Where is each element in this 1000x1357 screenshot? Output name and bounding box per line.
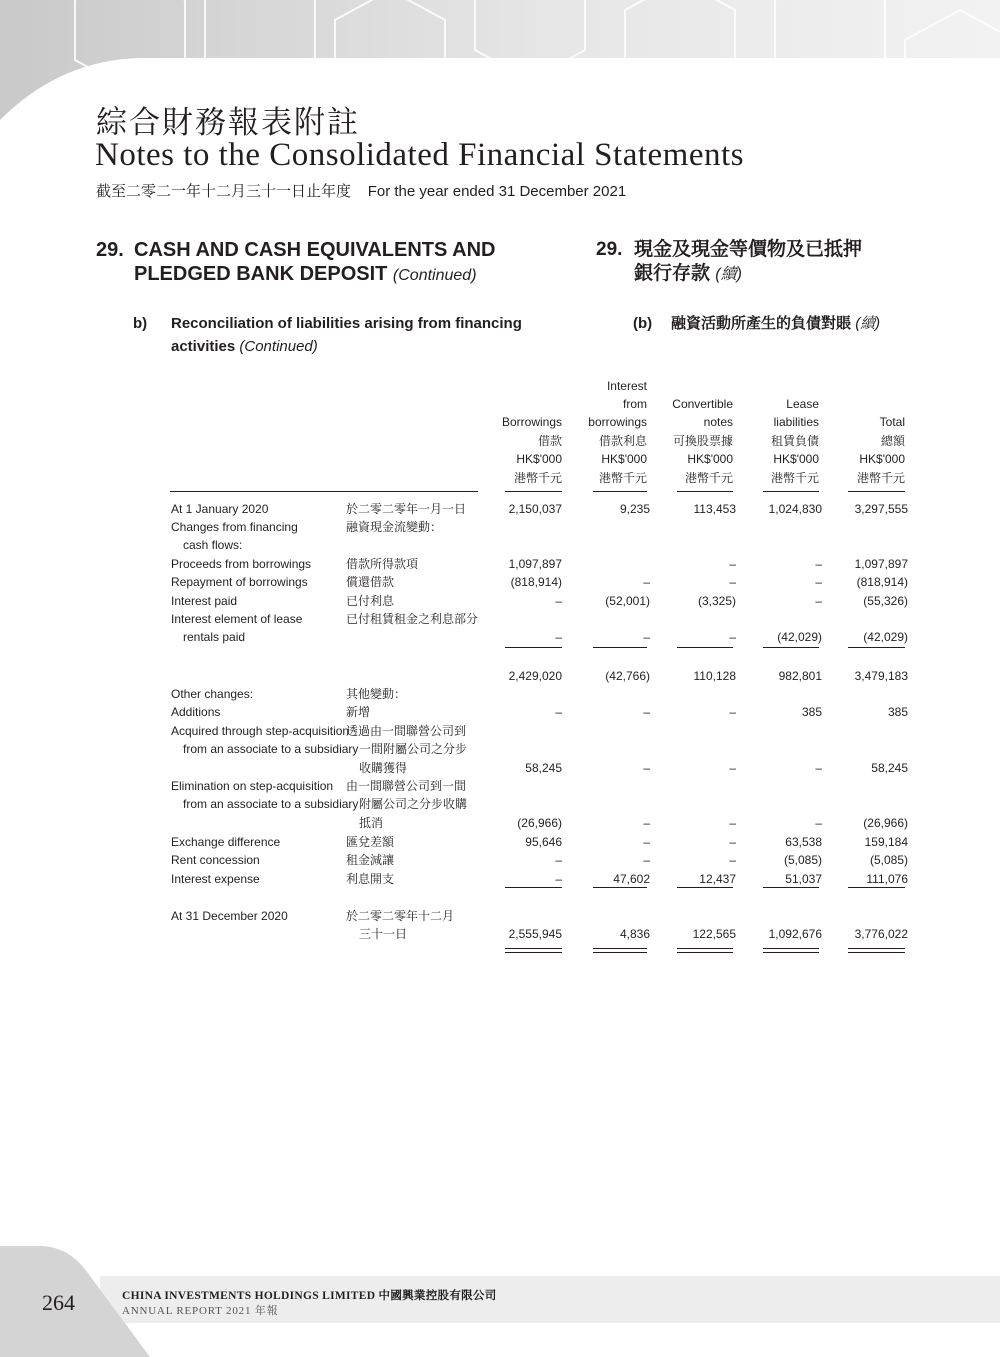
- row-label-en: Rent concession: [171, 853, 260, 867]
- row-label-en: Changes from financing: [171, 520, 298, 534]
- table-cell: 113,453: [693, 502, 736, 516]
- row-label-cn: 租金減讓: [346, 853, 395, 867]
- table-cell: 111,076: [866, 872, 908, 886]
- row-label-en: from an associate to a subsidiary: [183, 797, 359, 812]
- column-header-line: 港幣千元: [856, 470, 905, 485]
- page-title-chinese: 綜合財務報表附註: [96, 105, 360, 141]
- table-cell: –: [815, 594, 822, 608]
- row-label-en: Repayment of borrowings: [171, 575, 308, 589]
- column-header-line: from: [623, 397, 647, 411]
- column-header-line: borrowings: [588, 415, 647, 430]
- row-label-cn: 利息開支: [346, 872, 395, 886]
- subtotal-rule: [848, 647, 905, 648]
- row-label-cn: 於二零二零年一月一日: [346, 502, 467, 516]
- column-header-line: liabilities: [773, 415, 819, 430]
- table-cell: –: [729, 815, 736, 830]
- table-cell: –: [643, 815, 650, 830]
- table-cell: 51,037: [785, 872, 822, 886]
- row-label-cn: 由一間聯營公司到一間: [346, 779, 467, 793]
- table-cell: (42,029): [863, 630, 908, 645]
- column-header-line: 總額: [880, 433, 905, 448]
- row-label-cn: 新增: [346, 705, 371, 719]
- table-cell: (55,326): [863, 594, 908, 608]
- table-cell: (3,325): [697, 594, 736, 608]
- row-label-en: At 31 December 2020: [171, 909, 288, 923]
- table-cell: 385: [887, 705, 908, 719]
- row-label-en: Interest paid: [171, 594, 238, 608]
- row-label-cn: 抵消: [359, 815, 384, 830]
- table-cell: 1,097,897: [508, 557, 562, 571]
- row-label-en: Interest element of lease: [171, 612, 303, 626]
- header-rule: [505, 491, 562, 492]
- row-label-cn: 於二零二零年十二月: [346, 909, 455, 923]
- subsection-title-line-1: Reconciliation of liabilities arising from financing: [171, 315, 522, 332]
- subtotal-rule: [593, 647, 647, 648]
- table-cell: 47,602: [613, 872, 650, 886]
- table-cell: 4,836: [619, 927, 650, 942]
- table-cell: 3,776,022: [854, 927, 908, 942]
- total-rule: [505, 952, 562, 953]
- row-label-cn: 借款所得款項: [346, 557, 419, 571]
- column-header-line: Lease: [786, 397, 819, 411]
- row-label-en: Exchange difference: [171, 835, 281, 849]
- table-cell: (26,966): [863, 815, 908, 830]
- row-label-en: cash flows:: [183, 538, 243, 553]
- section-title-cn-line-2: 銀行存款: [634, 263, 711, 284]
- table-cell: –: [729, 835, 736, 849]
- subsection-label: b): [133, 315, 148, 332]
- table-cell: 12,437: [699, 872, 736, 886]
- row-label-cn: 償還借款: [346, 575, 395, 589]
- table-cell: –: [729, 705, 736, 719]
- table-cell: –: [643, 760, 650, 775]
- table-cell: 110,128: [693, 669, 736, 683]
- column-header-line: HK$'000: [687, 452, 733, 467]
- subtotal-rule: [677, 647, 733, 648]
- section-heading-chinese: [596, 238, 862, 287]
- subsection-title-line-2: activities: [171, 338, 236, 355]
- row-label-cn: 其他變動：: [346, 687, 407, 701]
- section-heading-english: [96, 238, 496, 288]
- total-rule: [763, 948, 819, 949]
- header-rule: [170, 491, 478, 492]
- table-cell: –: [643, 630, 650, 645]
- column-header-line: Total: [879, 415, 905, 430]
- table-cell: 385: [801, 705, 822, 719]
- subtotal-rule: [763, 887, 819, 888]
- total-rule: [763, 952, 819, 953]
- table-cell: (5,085): [869, 853, 908, 867]
- row-label-cn: 融資現金流變動：: [346, 520, 443, 534]
- table-cell: –: [729, 575, 736, 589]
- footer-report-name: ANNUAL REPORT 2021 年報: [122, 1305, 279, 1317]
- table-cell: 2,555,945: [508, 927, 562, 942]
- table-cell: –: [555, 872, 562, 886]
- section-continued-cn: (續): [715, 266, 742, 283]
- row-label-en: Other changes:: [171, 687, 254, 701]
- subsection-label-cn: (b): [633, 315, 653, 332]
- table-cell: (52,001): [605, 594, 650, 608]
- subsection-heading-english: [133, 312, 591, 358]
- table-cell: 122,565: [692, 927, 736, 942]
- subtitle-english: For the year ended 31 December 2021: [367, 183, 627, 200]
- row-label-en: rentals paid: [183, 630, 246, 645]
- column-header-line: HK$'000: [516, 452, 562, 467]
- column-header-line: notes: [703, 415, 733, 430]
- total-rule: [848, 952, 905, 953]
- row-label-en: Proceeds from borrowings: [171, 557, 312, 571]
- column-header-line: HK$'000: [601, 452, 647, 467]
- table-cell: 9,235: [619, 502, 650, 516]
- table-cell: 1,097,897: [854, 557, 908, 571]
- table-cell: –: [555, 705, 562, 719]
- table-cell: –: [729, 557, 736, 571]
- table-cell: –: [643, 853, 650, 867]
- subsection-heading-chinese: [633, 312, 880, 335]
- subtotal-rule: [677, 887, 733, 888]
- column-header-line: 港幣千元: [598, 470, 647, 485]
- header-rule: [677, 491, 733, 492]
- row-label-cn: 收購獲得: [359, 760, 408, 775]
- table-cell: 159,184: [864, 835, 908, 849]
- subsection-title-cn: 融資活動所產生的負債對賬: [671, 315, 852, 332]
- table-cell: (818,914): [856, 575, 908, 589]
- table-cell: (26,966): [517, 815, 562, 830]
- total-rule: [505, 948, 562, 949]
- table-cell: –: [729, 760, 736, 775]
- subtotal-rule: [763, 647, 819, 648]
- table-cell: (5,085): [783, 853, 822, 867]
- table-cell: 1,024,830: [768, 502, 822, 516]
- column-header-line: 港幣千元: [513, 470, 562, 485]
- row-label-en: Acquired through step-acquisition: [171, 724, 350, 738]
- table-cell: 58,245: [871, 760, 908, 775]
- column-header-line: 借款利息: [598, 433, 647, 448]
- table-cell: –: [643, 575, 650, 589]
- table-cell: 1,092,676: [768, 927, 822, 942]
- table-cell: –: [815, 760, 822, 775]
- column-header-line: 港幣千元: [770, 470, 819, 485]
- table-cell: –: [815, 815, 822, 830]
- table-cell: (42,029): [777, 630, 822, 645]
- page-subtitle: [96, 180, 626, 201]
- table-cell: 63,538: [785, 835, 822, 849]
- subsection-continued-cn: (續): [855, 315, 881, 332]
- table-cell: –: [729, 853, 736, 867]
- table-cell: 95,646: [525, 835, 562, 849]
- section-title-cn-line-1: 現金及現金等價物及已抵押: [634, 239, 863, 260]
- column-header-line: 租賃負債: [770, 433, 819, 448]
- page-number: 264: [42, 1290, 75, 1315]
- footer-company-name: CHINA INVESTMENTS HOLDINGS LIMITED 中國興業控股有限公司: [122, 1290, 497, 1302]
- column-header-line: 可換股票據: [672, 433, 733, 448]
- row-label-en: Interest expense: [171, 872, 260, 886]
- page-title-english: Notes to the Consolidated Financial Statements: [95, 137, 744, 173]
- table-cell: –: [555, 853, 562, 867]
- table-cell: –: [815, 575, 822, 589]
- table-cell: (42,766): [605, 669, 650, 683]
- section-number: 29.: [96, 239, 124, 261]
- header-rule: [593, 491, 647, 492]
- row-label-cn: 三十一日: [359, 927, 408, 942]
- table-cell: (818,914): [510, 575, 562, 589]
- table-cell: –: [729, 630, 736, 645]
- column-header-line: Convertible: [672, 397, 733, 411]
- table-cell: –: [815, 557, 822, 571]
- row-label-cn: 透過由一間聯營公司到: [346, 724, 467, 738]
- subtotal-rule: [848, 887, 905, 888]
- header-rule: [848, 491, 905, 492]
- section-number-cn: 29.: [596, 239, 623, 260]
- table-cell: 3,479,183: [854, 669, 908, 683]
- row-label-en: Elimination on step-acquisition: [171, 779, 334, 793]
- column-header-line: HK$'000: [773, 452, 819, 467]
- table-cell: –: [643, 705, 650, 719]
- table-cell: 58,245: [525, 760, 562, 775]
- row-label-cn: 一間附屬公司之分步: [359, 742, 468, 757]
- total-rule: [848, 948, 905, 949]
- subtotal-rule: [505, 887, 562, 888]
- row-label-cn: 匯兌差額: [346, 835, 395, 849]
- table-cell: 982,801: [778, 669, 822, 683]
- total-rule: [593, 948, 647, 949]
- subtotal-rule: [593, 887, 647, 888]
- row-label-cn: 已付利息: [346, 594, 395, 608]
- column-header-line: Borrowings: [501, 415, 562, 430]
- section-continued: (Continued): [392, 267, 477, 284]
- row-label-cn: 附屬公司之分步收購: [359, 797, 468, 812]
- header-rule: [763, 491, 819, 492]
- total-rule: [677, 948, 733, 949]
- table-cell: –: [555, 594, 562, 608]
- total-rule: [677, 952, 733, 953]
- table-cell: 3,297,555: [854, 502, 908, 516]
- column-header-line: HK$'000: [859, 452, 905, 467]
- table-cell: 2,150,037: [508, 502, 562, 516]
- table-cell: –: [643, 835, 650, 849]
- subsection-continued: (Continued): [239, 338, 318, 355]
- row-label-en: from an associate to a subsidiary: [183, 742, 359, 757]
- column-header-line: 港幣千元: [684, 470, 733, 485]
- subtitle-chinese: 截至二零二一年十二月三十一日止年度: [96, 183, 352, 200]
- column-header-line: Interest: [606, 378, 647, 393]
- column-header-line: 借款: [537, 433, 562, 448]
- row-label-en: At 1 January 2020: [171, 502, 269, 516]
- section-title-line-2: PLEDGED BANK DEPOSIT: [134, 263, 388, 285]
- row-label-cn: 已付租賃租金之利息部分: [346, 612, 479, 626]
- section-title-line-1: CASH AND CASH EQUIVALENTS AND: [134, 239, 496, 261]
- table-cell: –: [555, 630, 562, 645]
- table-cell: 2,429,020: [508, 669, 562, 683]
- row-label-en: Additions: [171, 705, 221, 719]
- subtotal-rule: [505, 647, 562, 648]
- total-rule: [593, 952, 647, 953]
